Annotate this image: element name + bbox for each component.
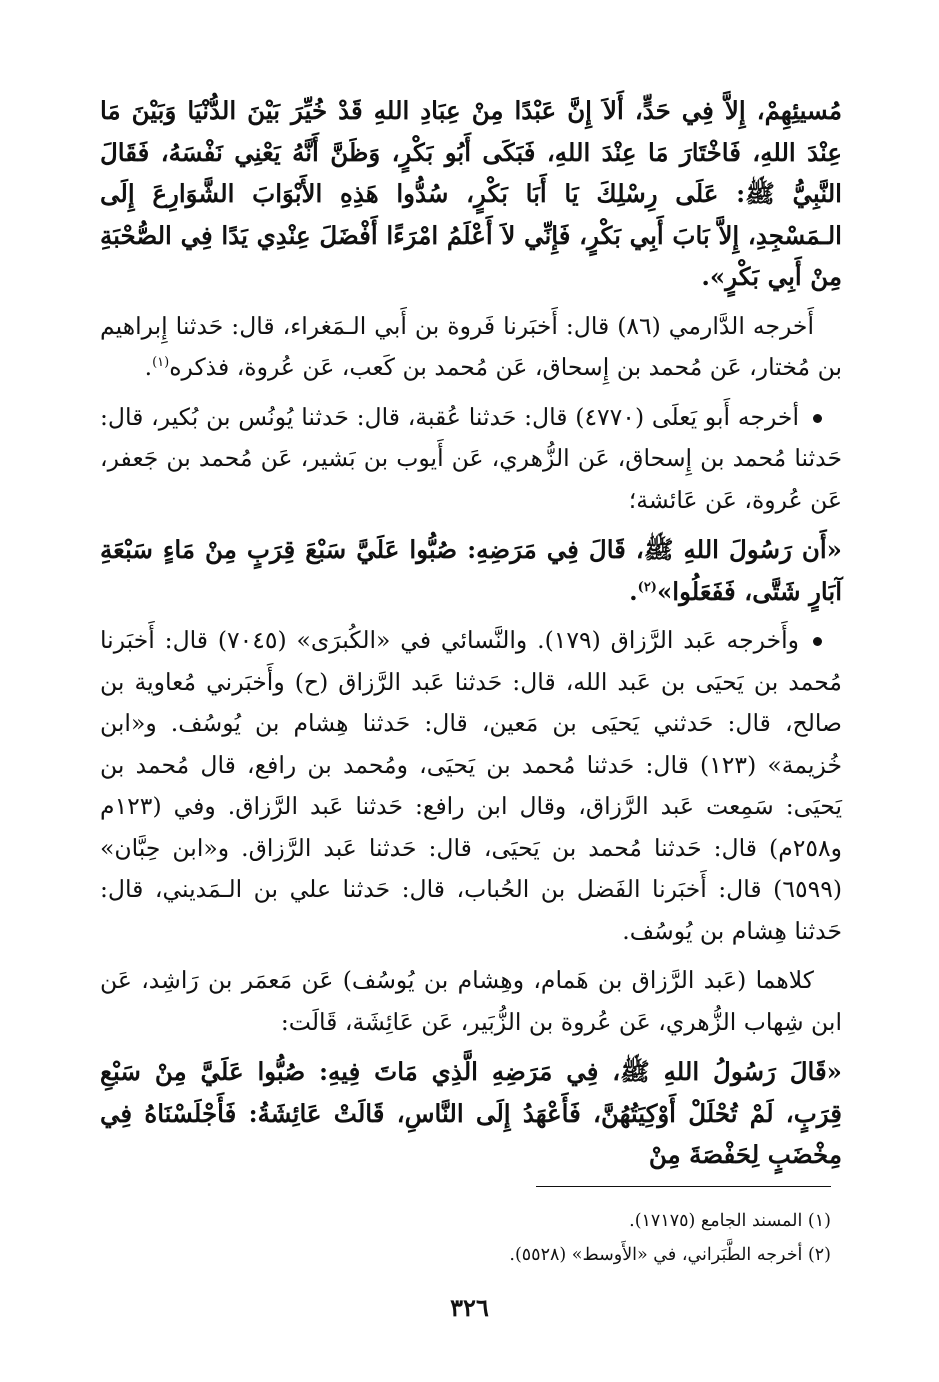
- paragraph-text: مُسيئِهِمْ، إِلاَّ فِي حَدٍّ، أَلاَ إِنَّ عَبْدًا مِنْ عِبَادِ اللهِ قَدْ خُيِّرَ بَيْنَ الدُّنْيَا وَبَيْنَ مَا عِنْدَ اللهِ، فَاخْتَارَ مَا عِنْدَ اللهِ، فَبَكَى أَبُو بَكْرٍ، وَظَنَّ أَنَّهُ يَعْنِي نَفْسَهُ، فَقَالَ النَّبِيُّ ﷺ: عَلَى رِسْلِكَ يَا أَبَا بَكْرٍ، سُدُّوا هَذِهِ الأَبْوَابَ الشَّوَارِعَ إِلَى الـمَسْجِدِ، إِلاَّ بَابَ أَبِي بَكْرٍ، فَإِنِّي لاَ أَعْلَمُ امْرَءًا أَفْضَلَ عِنْدِي يَدًا فِي الصُّحْبَةِ مِنْ أَبِي بَكْرٍ».: [100, 96, 842, 291]
- paragraph-text: أخرجه أَبو يَعلَى (٤٧٧٠) قال: حَدثنا عُقبة، قال: حَدثنا يُونُس بن بُكير، قال: حَدثنا مُحمد بن إِسحاق، عَن الزُّهري، عَن أَيوب بن بَشير، عَن مُحمد بن جَعفر، عَن عُروة، عَن عَائشة؛: [100, 402, 842, 514]
- bullet-icon: [813, 637, 822, 646]
- footnote-1: (١) المسند الجامع (١٧١٧٥).: [629, 1211, 831, 1231]
- bullet-icon: [813, 414, 822, 423]
- footnote-marker: (٢): [637, 579, 657, 595]
- takhrij-abu-yala: [100, 397, 842, 522]
- footnote-marker: (١): [152, 355, 170, 371]
- paragraph-text: كلاهما (عَبد الرَّزاق بن هَمام، وهِشام بن يُوسُف) عَن مَعمَر بن رَاشِد، عَن ابن شِهاب الزُّهري، عَن عُروة بن الزُّبَير، عَن عَائِشَة، قَالَت:: [100, 966, 842, 1036]
- paragraph-text: أَخرجه الدَّارمي (٨٦) قال: أَخبَرنا فَروة بن أَبي الـمَغراء، قال: حَدثنا إِبراهيم بن مُختار، عَن مُحمد بن إِسحاق، عَن مُحمد بن كَعب، عَن عُروة، فذكره: [100, 311, 842, 381]
- footnotes: [100, 1204, 831, 1272]
- paragraph-text: «أَن رَسُولَ اللهِ ﷺ، قَالَ فِي مَرَضِهِ: صُبُّوا عَلَيَّ سَبْعَ قِرَبٍ مِنْ مَاءٍ سَبْعَةِ آبَارٍ شَتَّى، فَفَعَلُوا»: [100, 535, 842, 606]
- footnote-2: (٢) أخرجه الطَّبَراني، في «الأَوسط» (٥٥٢٨).: [509, 1245, 831, 1265]
- isnad-summary: [100, 960, 842, 1043]
- takhrij-abd-al-razzaq: [100, 620, 842, 952]
- page-number: ٣٢٦: [450, 1293, 489, 1322]
- paragraph-text: «قَالَ رَسُولُ اللهِ ﷺ، فِي مَرَضِهِ الَّذِي مَاتَ فِيهِ: صُبُّوا عَلَيَّ مِنْ سَبْعِ قِرَبٍ، لَمْ تُحْلَلْ أَوْكِيَتُهُنَّ، فَأَعْهَدُ إِلَى النَّاسِ، قَالَتْ عَائِشَةُ: فَأَجْلَسْنَاهُ فِي مِخْضَبٍ لِحَفْصَةَ مِنْ: [100, 1057, 842, 1169]
- hadith-text-continued: [100, 90, 842, 298]
- footnote-divider: [536, 1186, 831, 1187]
- takhrij-darimi: أَخرجه الدَّارمي (٨٦) قال: أَخبَرنا فَروة بن أَبي الـمَغراء، قال: حَدثنا إِبراهيم بن مُختار، عَن مُحمد بن إِسحاق، عَن مُحمد بن كَعب، عَن عُروة، فذكره$^{(١)}$.: [100, 311, 842, 381]
- main-text: [100, 90, 842, 1184]
- hadith-text: [100, 1051, 842, 1176]
- paragraph-text: وأَخرجه عَبد الرَّزاق (١٧٩). والنَّسائي في «الكُبرَى» (٧٠٤٥) قال: أَخبَرنا مُحمد بن يَحيَى بن عَبد الله، قال: حَدثنا عَبد الرَّزاق (ح) وأَخبَرني مُعاوية بن صالح، قال: حَدثني يَحيَى بن مَعين، قال: حَدثنا هِشام بن يُوسُف. و«ابن خُزيمة» (١٢٣) قال: حَدثنا مُحمد بن يَحيَى، ومُحمد بن رافع، قال مُحمد بن يَحيَى: سَمِعت عَبد الرَّزاق، وقال ابن رافع: حَدثنا عَبد الرَّزاق. وفي (١٢٣م و٢٥٨م) قال: حَدثنا مُحمد بن يَحيَى، قال: حَدثنا عَبد الرَّزاق. و«ابن حِبَّان» (٦٥٩٩) قال: أَخبَرنا الفَضل بن الحُباب، قال: حَدثنا علي بن الـمَديني، قال: حَدثنا هِشام بن يُوسُف.: [100, 626, 842, 945]
- hadith-text: «أَن رَسُولَ اللهِ ﷺ، قَالَ فِي مَرَضِهِ: صُبُّوا عَلَيَّ سَبْعَ قِرَبٍ مِنْ مَاءٍ سَبْعَةِ آبَارٍ شَتَّى، فَفَعَلُوا»$^{(٢)}$.: [100, 535, 842, 606]
